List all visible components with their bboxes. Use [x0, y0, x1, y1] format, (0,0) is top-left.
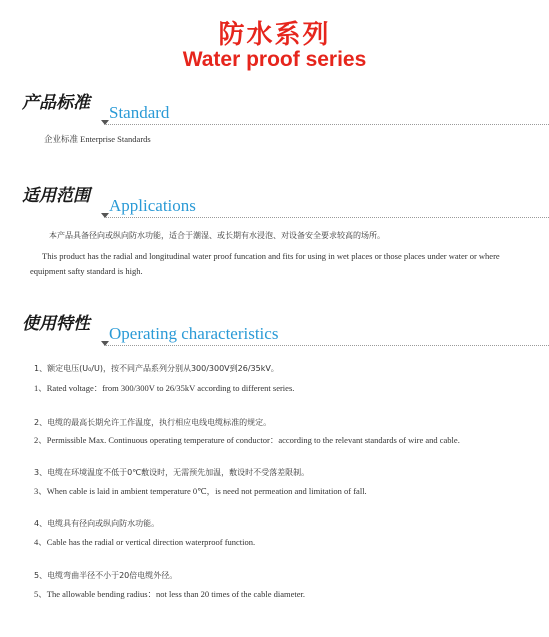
standard-text: 企业标准 Enterprise Standards	[44, 134, 151, 144]
section-header-operating	[0, 314, 549, 354]
applications-text-cn: 本产品具备径向或纵向防水功能，适合于潮湿、或长期有水浸泡、对设备安全要求较高的场所。	[49, 231, 385, 240]
list-item-cn: 5、电缆弯曲半径不小于20倍电缆外径。	[34, 571, 178, 580]
section-title-en: Standard	[109, 103, 170, 122]
section-divider	[104, 124, 549, 125]
section-title-en: Operating characteristics	[109, 324, 279, 343]
section-divider	[104, 345, 549, 346]
list-item-en: 4、Cable has the radial or vertical direction waterproof function.	[34, 537, 256, 547]
list-item-en: 2、Permissible Max. Continuous operating temperature of conductor：according to the relevant standards of wire and cable.	[34, 435, 460, 445]
list-item-en: 5、The allowable bending radius：not less than 20 times of the cable diameter.	[34, 589, 305, 599]
list-item-en: 1、Rated voltage：from 300/300V to 26/35kV according to different series.	[34, 383, 295, 393]
section-title-en: Applications	[109, 196, 196, 215]
section-title-cn: 使用特性	[22, 314, 90, 334]
section-divider	[104, 217, 549, 218]
list-item-cn: 4、电缆具有径向或纵向防水功能。	[34, 519, 160, 528]
section-title-cn: 适用范围	[22, 186, 90, 206]
page-title-cn: 防水系列	[218, 20, 331, 50]
section-header-standard	[0, 93, 549, 133]
page-title-en: Water proof series	[182, 48, 367, 71]
list-item-en: 3、When cable is laid in ambient temperature 0℃，is need not permeation and limitation of fall.	[34, 486, 367, 496]
list-item-cn: 3、电缆在环境温度不低于0℃敷设时，无需预先加温，敷设时不受落差限制。	[34, 468, 310, 477]
list-item-cn: 2、电缆的最高长期允许工作温度，执行相应电线电缆标准的规定。	[34, 418, 272, 427]
list-item-cn: 1、额定电压(U₀/U)，按不同产品系列分别从300/300V到26/35kV。	[34, 364, 279, 373]
section-header-applications	[0, 186, 549, 226]
applications-text-en: This product has the radial and longitudinal water proof funcation and fits for using in wet places or those places under water or where equipment safty standard is high.	[30, 251, 500, 276]
section-title-cn: 产品标准	[22, 93, 90, 113]
